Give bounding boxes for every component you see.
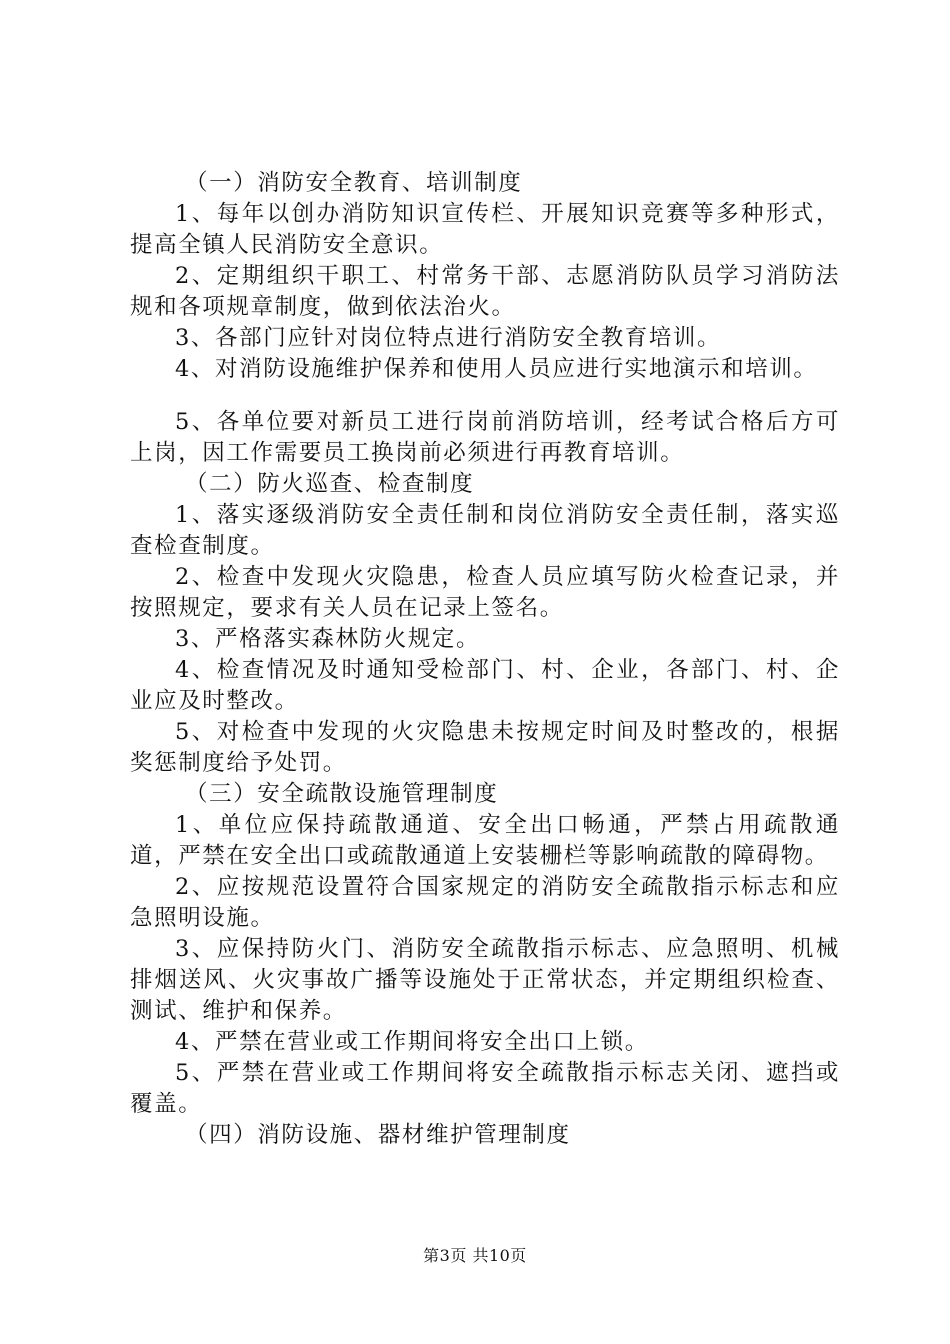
paragraph: 1、每年以创办消防知识宣传栏、开展知识竞赛等多种形式，提高全镇人民消防安全意识。 <box>130 201 840 258</box>
paragraph: 5、对检查中发现的火灾隐患未按规定时间及时整改的，根据奖惩制度给予处罚。 <box>130 719 840 776</box>
paragraph: 3、各部门应针对岗位特点进行消防安全教育培训。 <box>175 325 722 351</box>
paragraph: 5、各单位要对新员工进行岗前消防培训，经考试合格后方可上岗，因工作需要员工换岗前必须进行再教育培训。 <box>130 409 840 466</box>
paragraph-gap <box>130 385 840 407</box>
paragraph: 2、定期组织干职工、村常务干部、志愿消防队员学习消防法规和各项规章制度，做到依法治火。 <box>130 263 840 320</box>
paragraph: 3、应保持防火门、消防安全疏散指示标志、应急照明、机械排烟送风、火灾事故广播等设施处于正常状态，并定期组织检查、测试、维护和保养。 <box>130 936 840 1024</box>
page-footer: 第3页 共10页 <box>423 1246 527 1265</box>
section-heading: （一）消防安全教育、培训制度 <box>185 170 523 196</box>
paragraph: 1、落实逐级消防安全责任制和岗位消防安全责任制，落实巡查检查制度。 <box>130 502 840 559</box>
paragraph: 4、检查情况及时通知受检部门、村、企业，各部门、村、企业应及时整改。 <box>130 657 840 714</box>
section-heading: （三）安全疏散设施管理制度 <box>185 781 499 807</box>
paragraph: 1、单位应保持疏散通道、安全出口畅通，严禁占用疏散通道，严禁在安全出口或疏散通道上安装栅栏等影响疏散的障碍物。 <box>130 812 840 869</box>
document-body <box>130 168 840 1151</box>
paragraph: 2、应按规范设置符合国家规定的消防安全疏散指示标志和应急照明设施。 <box>130 874 840 931</box>
paragraph: 3、严格落实森林防火规定。 <box>175 626 481 652</box>
paragraph: 4、严禁在营业或工作期间将安全出口上锁。 <box>175 1029 649 1055</box>
section-heading: （四）消防设施、器材维护管理制度 <box>185 1122 571 1148</box>
paragraph: 2、检查中发现火灾隐患，检查人员应填写防火检查记录，并按照规定，要求有关人员在记录上签名。 <box>130 564 840 621</box>
section-heading: （二）防火巡查、检查制度 <box>185 471 475 497</box>
paragraph: 5、严禁在营业或工作期间将安全疏散指示标志关闭、遮挡或覆盖。 <box>130 1060 840 1117</box>
paragraph: 4、对消防设施维护保养和使用人员应进行实地演示和培训。 <box>175 356 818 382</box>
